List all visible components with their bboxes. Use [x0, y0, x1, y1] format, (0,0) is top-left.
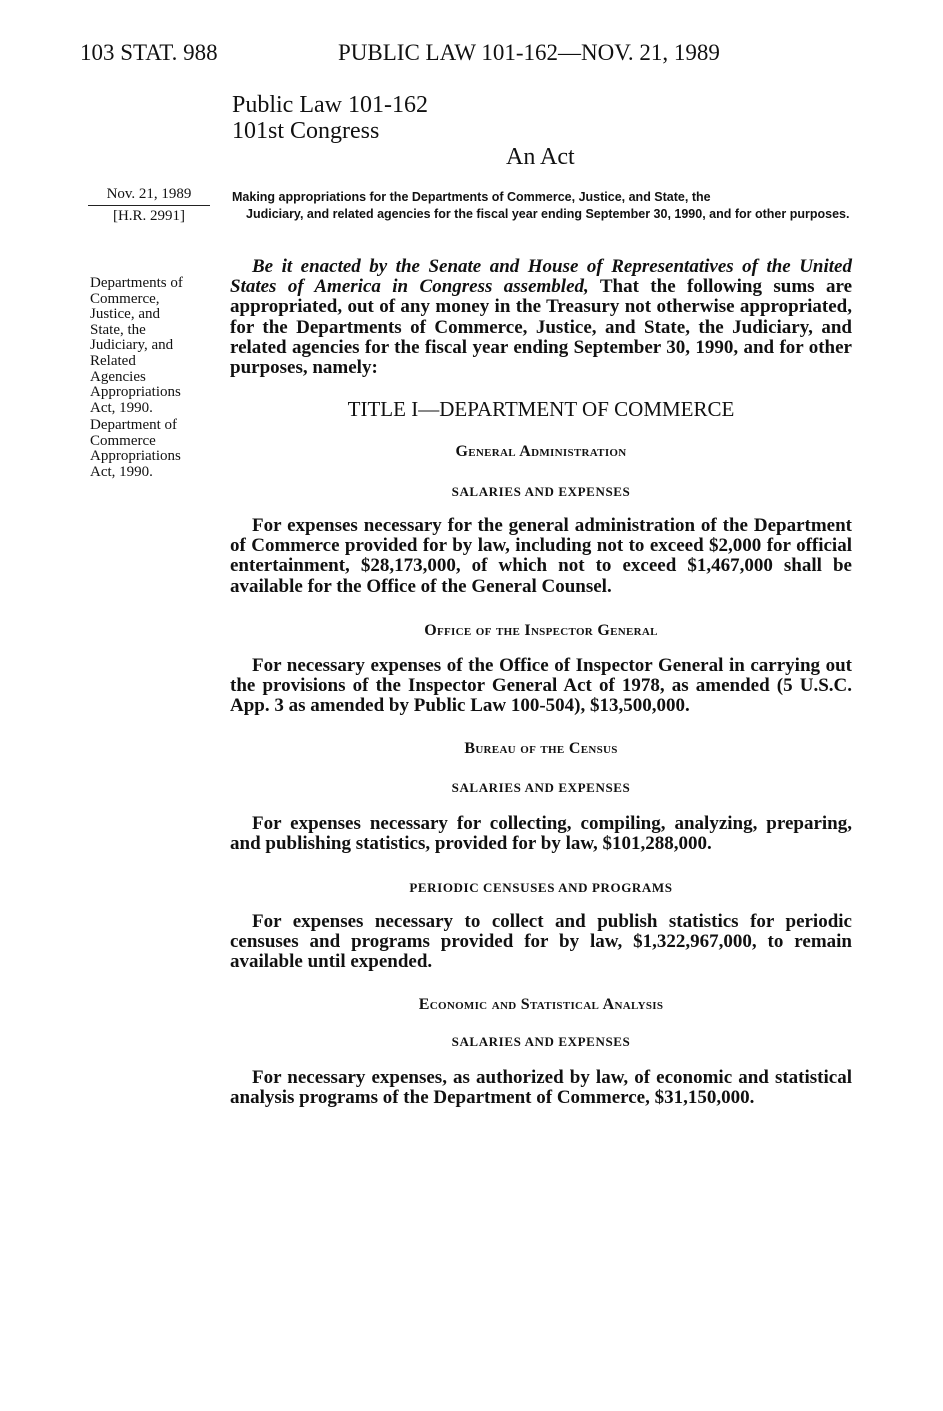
law-identification	[232, 92, 428, 144]
heading-bureau-census: Bureau of the Census	[464, 740, 618, 757]
margin-note-line: State, the	[90, 321, 146, 338]
margin-note-commerce	[90, 418, 215, 480]
margin-note-line: Department of	[90, 417, 178, 433]
margin-note-line: Departments of	[90, 275, 183, 291]
enactment-date: Nov. 21, 1989	[88, 186, 210, 206]
margin-note-line: Judiciary, and	[90, 337, 174, 354]
heading-periodic-censuses: PERIODIC CENSUSES AND PROGRAMS	[409, 880, 673, 895]
margin-note-line: Agencies	[90, 368, 146, 385]
enactment-date-box	[88, 186, 210, 225]
title-heading: TITLE I—DEPARTMENT OF COMMERCE	[347, 397, 735, 421]
enacting-clause-text: That the following sums are appropriated, out of any money in the Treasury not otherwise appropriated, for the Departments of Commerce, Justice, and State, the Judiciary, and related agencies for the fiscal year ending September 30, 1990, and for other purposes, namely:	[230, 276, 852, 379]
margin-note-line: Commerce,	[90, 290, 160, 307]
congress-number: 101st Congress	[232, 118, 380, 144]
paragraph-general-administration: For expenses necessary for the general administration of the Department of Commerce provided for by law, including not to exceed $2,000 for official entertainment, $28,173,000, of which not to exceed $1,467,000 shall be available for the Office of the General Counsel.	[230, 515, 852, 597]
margin-note-short-title	[90, 276, 215, 416]
act-purpose	[232, 189, 852, 222]
heading-salaries-expenses: SALARIES AND EXPENSES	[451, 780, 631, 795]
public-law-number: Public Law 101-162	[232, 92, 428, 118]
margin-note-line: Appropriations	[90, 384, 181, 401]
heading-salaries-expenses: SALARIES AND EXPENSES	[451, 484, 631, 499]
paragraph-inspector-general: For necessary expenses of the Office of Inspector General in carrying out the provisions of the Inspector General Act of 1978, as amended (5 U.S.C. App. 3 as amended by Public Law 100-504), $13,500,000.	[230, 655, 852, 717]
an-act-label: An Act	[506, 144, 575, 170]
margin-note-line: Appropriations	[90, 448, 181, 465]
paragraph-economic-analysis: For necessary expenses, as authorized by law, of economic and statistical analysis programs of the Department of Commerce, $31,150,000.	[230, 1067, 852, 1109]
purpose-first-line: Making appropriations for the Departments of Commerce, Justice, and State, the	[232, 190, 711, 204]
stat-reference: 103 STAT. 988	[80, 40, 218, 65]
margin-note-line: Commerce	[90, 432, 156, 449]
paragraph-census-salaries: For expenses necessary for collecting, compiling, analyzing, preparing, and publishing statistics, provided for by law, $101,288,000.	[230, 813, 852, 855]
margin-note-line: Act, 1990.	[90, 463, 153, 480]
enacting-clause-italic: Be it enacted by the Senate and House of Representatives of the United States of America in Congress assembled,	[230, 256, 852, 298]
margin-note-line: Related	[90, 352, 136, 369]
bill-number: [H.R. 2991]	[112, 208, 186, 224]
heading-economic-analysis: Economic and Statistical Analysis	[418, 996, 664, 1013]
heading-general-administration: General Administration	[455, 443, 627, 460]
heading-inspector-general: Office of the Inspector General	[424, 622, 658, 639]
heading-salaries-expenses: SALARIES AND EXPENSES	[451, 1034, 631, 1049]
running-head: PUBLIC LAW 101-162—NOV. 21, 1989	[338, 40, 720, 65]
margin-note-line: Act, 1990.	[90, 399, 153, 416]
purpose-continuation: Judiciary, and related agencies for the fiscal year ending September 30, 1990, and for other purposes.	[246, 206, 850, 221]
paragraph-periodic-censuses: For expenses necessary to collect and publish statistics for periodic censuses and programs provided for by law, $1,322,967,000, to remain available until expended.	[230, 911, 852, 973]
enacting-clause	[230, 257, 852, 378]
margin-note-line: Justice, and	[90, 306, 160, 323]
